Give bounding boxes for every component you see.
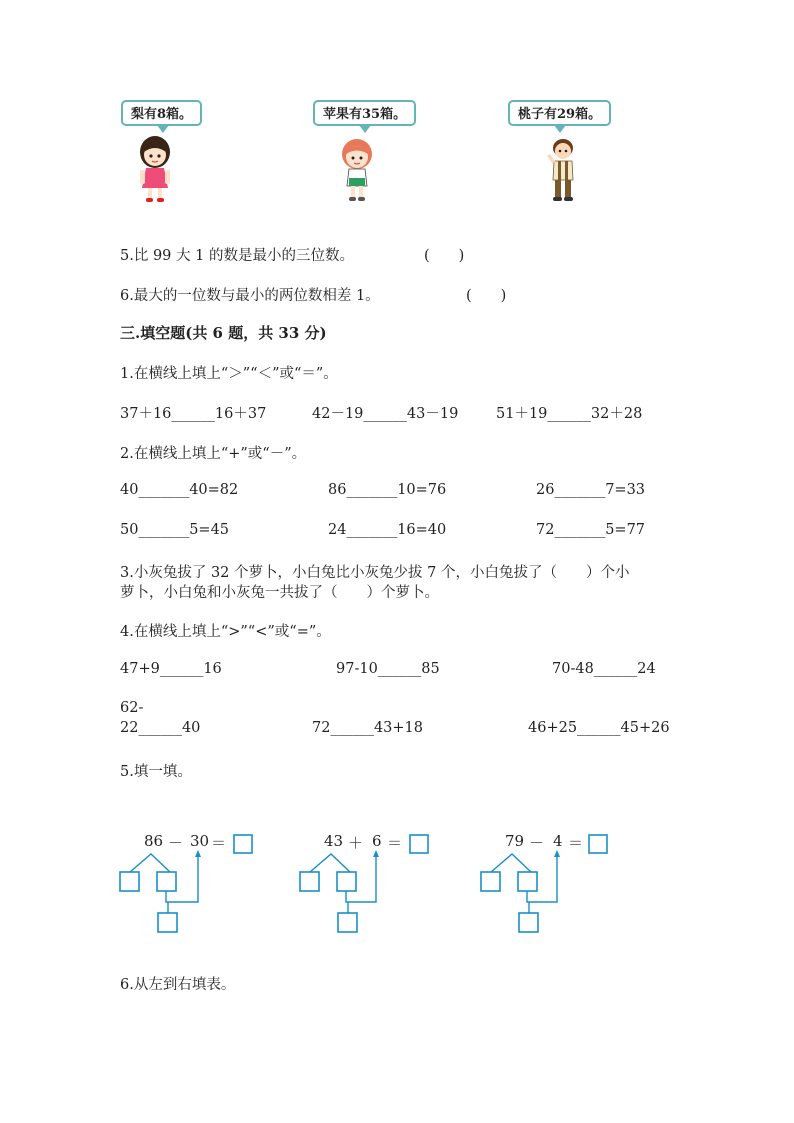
bubble-text: 苹果有35箱。 (323, 107, 407, 122)
answer-box (589, 835, 607, 853)
q2-item: 86_______10=76 (328, 482, 447, 498)
operator: － (168, 834, 184, 852)
answer-box (410, 835, 428, 853)
decomposition-diagram-3 (479, 832, 639, 942)
q2-item: 24_______16=40 (328, 522, 447, 538)
decomposition-diagram-2 (298, 832, 458, 942)
girl-red-hair-illustration (337, 138, 377, 204)
split-box-left (300, 872, 319, 891)
operator: － (529, 834, 545, 852)
q1-item: 51＋19______32＋28 (496, 406, 643, 422)
q4-item: 46+25______45+26 (528, 720, 670, 736)
result-box (519, 913, 538, 932)
q4-title: 4.在横线上填上“>”“<”或“=”。 (120, 624, 331, 640)
q4-item-wrap-top: 62- (120, 700, 144, 716)
q2-item: 72_______5=77 (536, 522, 646, 538)
q4-item: 72______43+18 (312, 720, 424, 736)
q2-item: 26_______7=33 (536, 482, 646, 498)
result-box (338, 913, 357, 932)
equals-sign: ＝ (211, 834, 227, 852)
diagram-lines-and-boxes (479, 832, 639, 942)
operand-b: 30 (190, 832, 210, 850)
q1-item: 42－19______43－19 (312, 406, 459, 422)
q1-title: 1.在横线上填上“＞”“＜”或“＝”。 (120, 366, 338, 382)
decomposition-diagram-1 (118, 832, 278, 942)
split-box-left (481, 872, 500, 891)
speech-bubble-apple (313, 100, 416, 126)
q4-item: 70-48______24 (552, 661, 656, 677)
q5-title: 5.填一填。 (120, 764, 192, 780)
equals-sign: ＝ (568, 834, 584, 852)
split-box-left (120, 872, 139, 891)
split-box-right (518, 872, 537, 891)
q4-item: 47+9______16 (120, 661, 222, 677)
bubble-text: 梨有8箱。 (131, 107, 193, 122)
q3-line-2: 萝卜，小白兔和小灰兔一共拔了（ ）个萝卜。 (120, 585, 439, 601)
judge-item-5-paren: ( ) (424, 248, 465, 264)
operator: ＋ (348, 834, 364, 852)
diagram-lines-and-boxes (118, 832, 278, 942)
equals-sign: ＝ (387, 834, 403, 852)
bubble-text: 桃子有29箱。 (518, 107, 602, 122)
judge-item-6: 6.最大的一位数与最小的两位数相差 1。 (120, 288, 380, 304)
q3-line-1: 3.小灰兔拔了 32 个萝卜，小白兔比小灰兔少拔 7 个，小白兔拔了（ ）个小 (120, 565, 630, 581)
diagram-lines-and-boxes (298, 832, 458, 942)
operand-a: 79 (505, 832, 525, 850)
split-box-right (157, 872, 176, 891)
judge-item-6-paren: ( ) (466, 288, 507, 304)
q2-title: 2.在横线上填上“+”或“－”。 (120, 446, 307, 462)
result-box (158, 913, 177, 932)
q4-item: 97-10______85 (336, 661, 440, 677)
q2-item: 40_______40=82 (120, 482, 239, 498)
girl-illustration (132, 134, 178, 204)
split-box-right (337, 872, 356, 891)
operand-b: 4 (553, 832, 563, 850)
operand-a: 43 (324, 832, 344, 850)
section-heading: 三.填空题(共 6 题，共 33 分) (120, 324, 327, 342)
q6-title: 6.从左到右填表。 (120, 977, 236, 993)
answer-box (234, 835, 252, 853)
q2-item: 50_______5=45 (120, 522, 230, 538)
q1-item: 37＋16______16＋37 (120, 406, 267, 422)
operand-b: 6 (372, 832, 382, 850)
boy-illustration (541, 136, 581, 204)
judge-item-5: 5.比 99 大 1 的数是最小的三位数。 (120, 248, 354, 264)
operand-a: 86 (144, 832, 164, 850)
speech-bubble-pear (121, 100, 202, 126)
speech-bubble-peach (508, 100, 611, 126)
q4-item: 22______40 (120, 720, 201, 736)
